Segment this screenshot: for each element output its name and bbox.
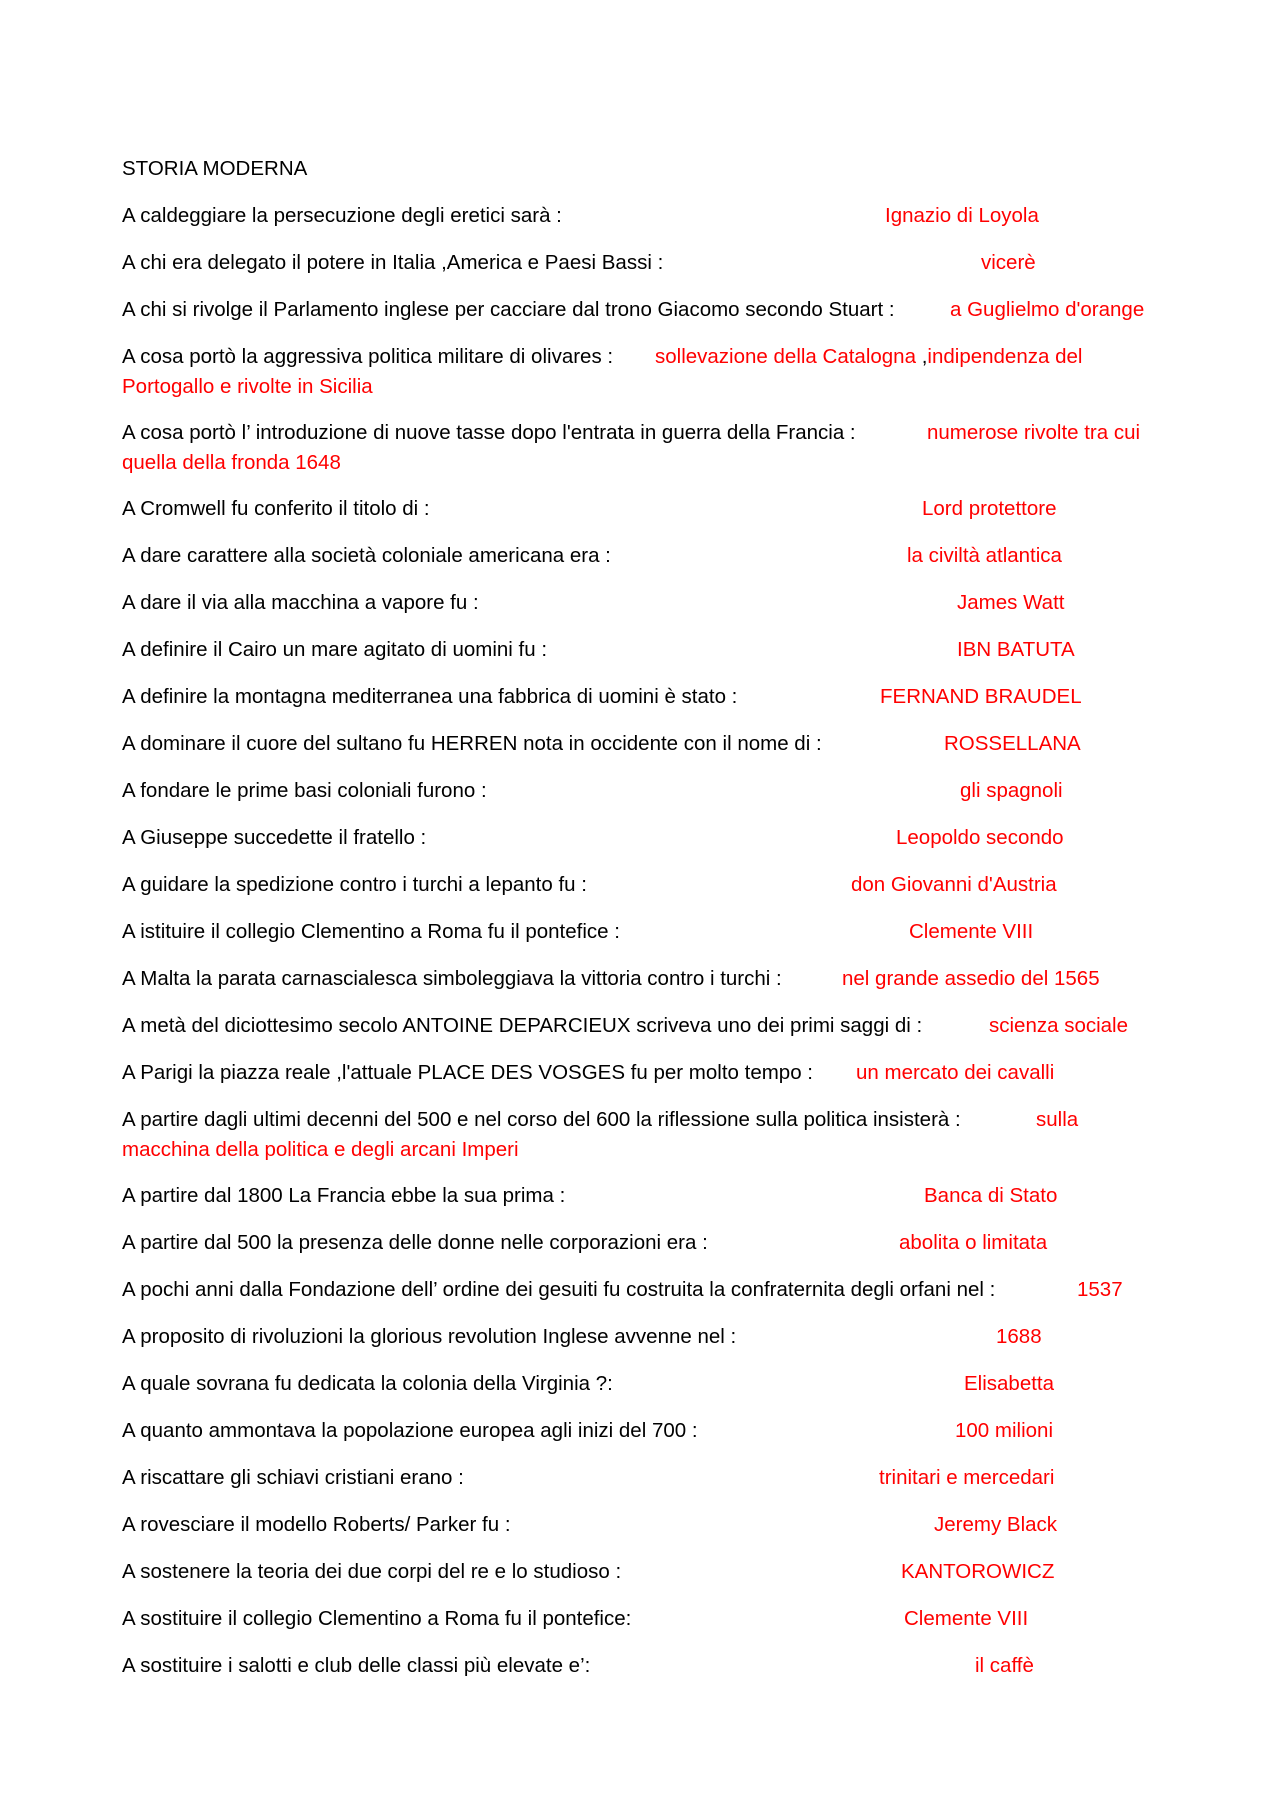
answer-text: Elisabetta <box>964 1372 1055 1395</box>
answer-text: abolita o limitata <box>899 1231 1048 1254</box>
question-text: A definire il Cairo un mare agitato di uomini fu : <box>122 638 548 661</box>
answer-text: la civiltà atlantica <box>907 544 1062 567</box>
answer-text: Leopoldo secondo <box>896 826 1064 849</box>
question-text: A guidare la spedizione contro i turchi a lepanto fu : <box>122 873 587 896</box>
question-text: A chi si rivolge il Parlamento inglese per cacciare dal trono Giacomo secondo Stuart : <box>122 298 895 321</box>
answer-part: sollevazione della Catalogna <box>655 345 916 368</box>
answer-text: FERNAND BRAUDEL <box>880 685 1082 708</box>
answer-text: Banca di Stato <box>924 1184 1058 1207</box>
question-text: A Cromwell fu conferito il titolo di : <box>122 497 430 520</box>
qa-item <box>122 823 1064 853</box>
qa-item <box>122 541 1062 571</box>
answer-text: numerose rivolte tra cui <box>927 421 1141 444</box>
question-text: A dominare il cuore del sultano fu HERREN nota in occidente con il nome di : <box>122 732 822 755</box>
answer-part: indipendenza del <box>927 345 1083 368</box>
answer-text: nel grande assedio del 1565 <box>842 967 1100 990</box>
answer-text: ROSSELLANA <box>944 732 1081 755</box>
answer-text: 1688 <box>996 1325 1042 1348</box>
answer-text: gli spagnoli <box>960 779 1063 802</box>
answer-text: IBN BATUTA <box>957 638 1075 661</box>
question-text: A metà del diciottesimo secolo ANTOINE DEPARCIEUX scriveva uno dei primi saggi di : <box>122 1014 923 1037</box>
qa-item <box>122 295 1145 325</box>
question-text: A dare il via alla macchina a vapore fu : <box>122 591 479 614</box>
answer-continuation: quella della fronda 1648 <box>122 450 341 474</box>
question-text: A dare carattere alla società coloniale americana era : <box>122 544 611 567</box>
qa-item <box>122 1105 1079 1161</box>
question-text: A partire dagli ultimi decenni del 500 e nel corso del 600 la riflessione sulla politica insisterà : <box>122 1108 961 1131</box>
answer-text: Clemente VIII <box>909 920 1034 943</box>
question-text: A chi era delegato il potere in Italia ,America e Paesi Bassi : <box>122 251 664 274</box>
answer-continuation: macchina della politica e degli arcani Imperi <box>122 1137 519 1161</box>
question-text: A quale sovrana fu dedicata la colonia della Virginia ?: <box>122 1372 613 1395</box>
question-text: A sostituire il collegio Clementino a Roma fu il pontefice: <box>122 1607 632 1630</box>
answer-text: James Watt <box>957 591 1065 614</box>
answer-text: il caffè <box>975 1654 1034 1677</box>
question-text: A cosa portò la aggressiva politica militare di olivares : <box>122 345 614 368</box>
qa-item <box>122 1604 1029 1634</box>
qa-item <box>122 1510 1058 1540</box>
qa-item <box>122 494 1057 524</box>
answer-text: don Giovanni d'Austria <box>851 873 1057 896</box>
question-text: A proposito di rivoluzioni la glorious revolution Inglese avvenne nel : <box>122 1325 737 1348</box>
answer-text: Jeremy Black <box>934 1513 1058 1536</box>
qa-item <box>122 917 1034 947</box>
question-text: A partire dal 500 la presenza delle donne nelle corporazioni era : <box>122 1231 708 1254</box>
qa-item <box>122 870 1057 900</box>
answer-continuation: Portogallo e rivolte in Sicilia <box>122 374 373 398</box>
answer-text: KANTOROWICZ <box>901 1560 1055 1583</box>
qa-item <box>122 1228 1048 1258</box>
qa-item <box>122 1416 1053 1446</box>
qa-item <box>122 1058 1055 1088</box>
qa-item <box>122 1557 1055 1587</box>
qa-item <box>122 1369 1055 1399</box>
question-text: A fondare le prime basi coloniali furono : <box>122 779 487 802</box>
qa-item <box>122 201 1039 231</box>
question-text: A pochi anni dalla Fondazione dell’ ordine dei gesuiti fu costruita la confraternita degli orfani nel : <box>122 1278 996 1301</box>
qa-item <box>122 342 1083 398</box>
question-text: A sostenere la teoria dei due corpi del re e lo studioso : <box>122 1560 622 1583</box>
qa-item <box>122 588 1065 618</box>
qa-item <box>122 248 1036 278</box>
question-text: A Giuseppe succedette il fratello : <box>122 826 427 849</box>
answer-text: Ignazio di Loyola <box>885 204 1039 227</box>
answer-text: Clemente VIII <box>904 1607 1029 1630</box>
question-text: A sostituire i salotti e club delle classi più elevate e’: <box>122 1654 591 1677</box>
qa-item <box>122 1651 1034 1681</box>
page-title: STORIA MODERNA <box>122 157 308 180</box>
question-text: A caldeggiare la persecuzione degli eretici sarà : <box>122 204 562 227</box>
qa-item <box>122 682 1082 712</box>
answer-separator: , <box>916 345 928 368</box>
question-text: A istituire il collegio Clementino a Roma fu il pontefice : <box>122 920 620 943</box>
question-text: A partire dal 1800 La Francia ebbe la sua prima : <box>122 1184 566 1207</box>
qa-item <box>122 1181 1058 1211</box>
answer-text: Lord protettore <box>922 497 1057 520</box>
qa-item <box>122 635 1075 665</box>
answer-text <box>655 342 1082 372</box>
qa-item <box>122 964 1100 994</box>
answer-text: sulla <box>1036 1108 1079 1131</box>
answer-text: scienza sociale <box>989 1014 1129 1037</box>
qa-item <box>122 1463 1055 1493</box>
qa-item <box>122 729 1081 759</box>
qa-item <box>122 1275 1123 1305</box>
qa-item <box>122 1322 1042 1352</box>
qa-item <box>122 418 1141 474</box>
answer-text: 100 milioni <box>955 1419 1053 1442</box>
question-text: A Parigi la piazza reale ,l'attuale PLACE DES VOSGES fu per molto tempo : <box>122 1061 813 1084</box>
qa-item <box>122 776 1063 806</box>
question-text: A definire la montagna mediterranea una fabbrica di uomini è stato : <box>122 685 738 708</box>
qa-item <box>122 1011 1129 1041</box>
answer-text: a Guglielmo d'orange <box>950 298 1145 321</box>
answer-text: vicerè <box>981 251 1036 274</box>
question-text: A cosa portò l’ introduzione di nuove tasse dopo l'entrata in guerra della Francia : <box>122 421 856 444</box>
answer-text: 1537 <box>1077 1278 1123 1301</box>
answer-text: un mercato dei cavalli <box>856 1061 1055 1084</box>
question-text: A quanto ammontava la popolazione europea agli inizi del 700 : <box>122 1419 698 1442</box>
question-text: A rovesciare il modello Roberts/ Parker fu : <box>122 1513 511 1536</box>
question-text: A riscattare gli schiavi cristiani erano : <box>122 1466 464 1489</box>
answer-text: trinitari e mercedari <box>879 1466 1055 1489</box>
question-text: A Malta la parata carnascialesca simboleggiava la vittoria contro i turchi : <box>122 967 782 990</box>
